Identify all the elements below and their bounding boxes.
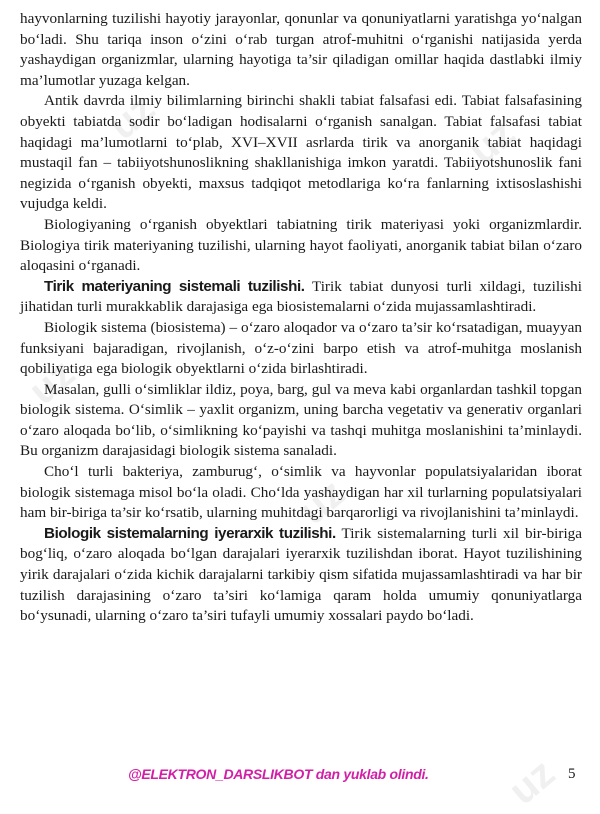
paragraph-text: Antik davrda ilmiy bilimlarning birinchi shakli tabiat falsafasi edi. Tabiat falsafasining obyekti tabiatda sodir bo‘ladigan hodisalarni o‘rganish sanalgan. Tabiat falsafasi tabiat haqidagi ma’lumotlarni to‘plab, XVI–XVII asrlarda tirik va anorganik tabiat haqidagi mustaqil fan – tabiiyotshunoslikning shakllanishiga imkon yaratdi. Tabiiyotshunoslik fani negizida o‘rganish obyekti, maxsus tadqiqot metodlariga ko‘ra fanlarning ixtisoslashishi vujudga keldi. [20,92,582,213]
watermark: uz [100,85,164,149]
paragraph [20,318,582,380]
watermark: uz [460,110,524,174]
paragraph-text: Biologiyaning o‘rganish obyektlari tabiatning tirik materiyasi yoki organizmlardir. Biologiya tirik materiyaning tuzilishi, ularning hayot faoliyati, anorganik tabiat bilan o‘zaro aloqasini o‘rganadi. [20,215,582,275]
section-heading: Biologik sistemalarning iyerarxik tuzilishi. [44,524,336,542]
paragraph [20,215,582,277]
watermark: uz [290,470,354,534]
paragraph [20,9,582,91]
watermark: uz [20,350,84,414]
paragraph-text: hayvonlarning tuzilishi hayotiy jarayonlar, qonunlar va qonuniyatlarni yaratishga yo‘nalgan bo‘ladi. Shu tariqa inson o‘zini o‘rab turgan atrof-muhitni o‘rganishi natijasida yerda yashaydigan organizmlar, ularning hayotiga ta’sir qiladigan omillar haqida dastlabki ilmiy ma’lumotlar yuzaga kelgan. [20,10,582,89]
paragraph [20,462,582,524]
paragraph [20,380,582,462]
paragraph [20,91,582,215]
paragraph [20,524,582,627]
page-number: 5 [568,766,576,782]
paragraph-text: Masalan, gulli o‘simliklar ildiz, poya, barg, gul va meva kabi organlardan tashkil topgan biologik sistema. O‘simlik – yaxlit organizm, uning barcha vegetativ va generativ organlari o‘zaro aloqada bo‘lib, o‘simlikning ko‘payishi va tashqi muhitga moslanishini ta’minlaydi. Bu organizm darajasidagi biologik sistema sanaladi. [20,380,582,460]
section-heading: Tirik materiyaning sistemali tuzilishi. [44,277,305,295]
paragraph-text: Cho‘l turli bakteriya, zamburug‘, o‘simlik va hayvonlar populatsiyalaridan iborat biologik sistemaga misol bo‘la oladi. Cho‘lda yashaydigan har xil turlarning populatsiyalari ham bir-biriga ta’sir ko‘rsatib, ularning muhitdagi barqarorligi va rivojlanishini ta’minlaydi. [20,463,582,522]
body-text [20,9,582,627]
page-footer [0,764,600,788]
paragraph [20,277,582,318]
paragraph-text: Tirik sistemalarning turli xil bir-biriga bog‘liq, o‘zaro aloqada bo‘lgan darajalari iyerarxik tuzilishdan iborat. Hayot tuzilishining yirik darajalari o‘zida kichik darajalarni tarkibiy qism sifatida mujassamlashtiradi va har bir tuzilish darajasining o‘zaro ta’siri ko‘lamiga qaram holda umumiy qonuniyatlarga bo‘ysunadi, ularning o‘zaro ta’siri tufayli umumiy xossalari paydo bo‘ladi. [20,524,582,625]
paragraph-text: Tirik tabiat dunyosi turli xildagi, tuzilishi jihatidan turli murakkablik darajasiga ega biosistemalarni o‘zida mujassamlashtiradi. [20,277,582,316]
watermark: uz [500,750,564,814]
paragraph-text: Biologik sistema (biosistema) – o‘zaro aloqador va o‘zaro ta’sir ko‘rsatadigan, muayyan funksiyani bajaradigan, rivojlanish, o‘z-o‘zini barpo etish va atrof-muhitga moslanish qobiliyatiga ega biologik obyektlarni o‘zida birlashtiradi. [20,318,582,378]
footer-source-note: @ELEKTRON_DARSLIKBOT dan yuklab olindi. [128,766,429,782]
